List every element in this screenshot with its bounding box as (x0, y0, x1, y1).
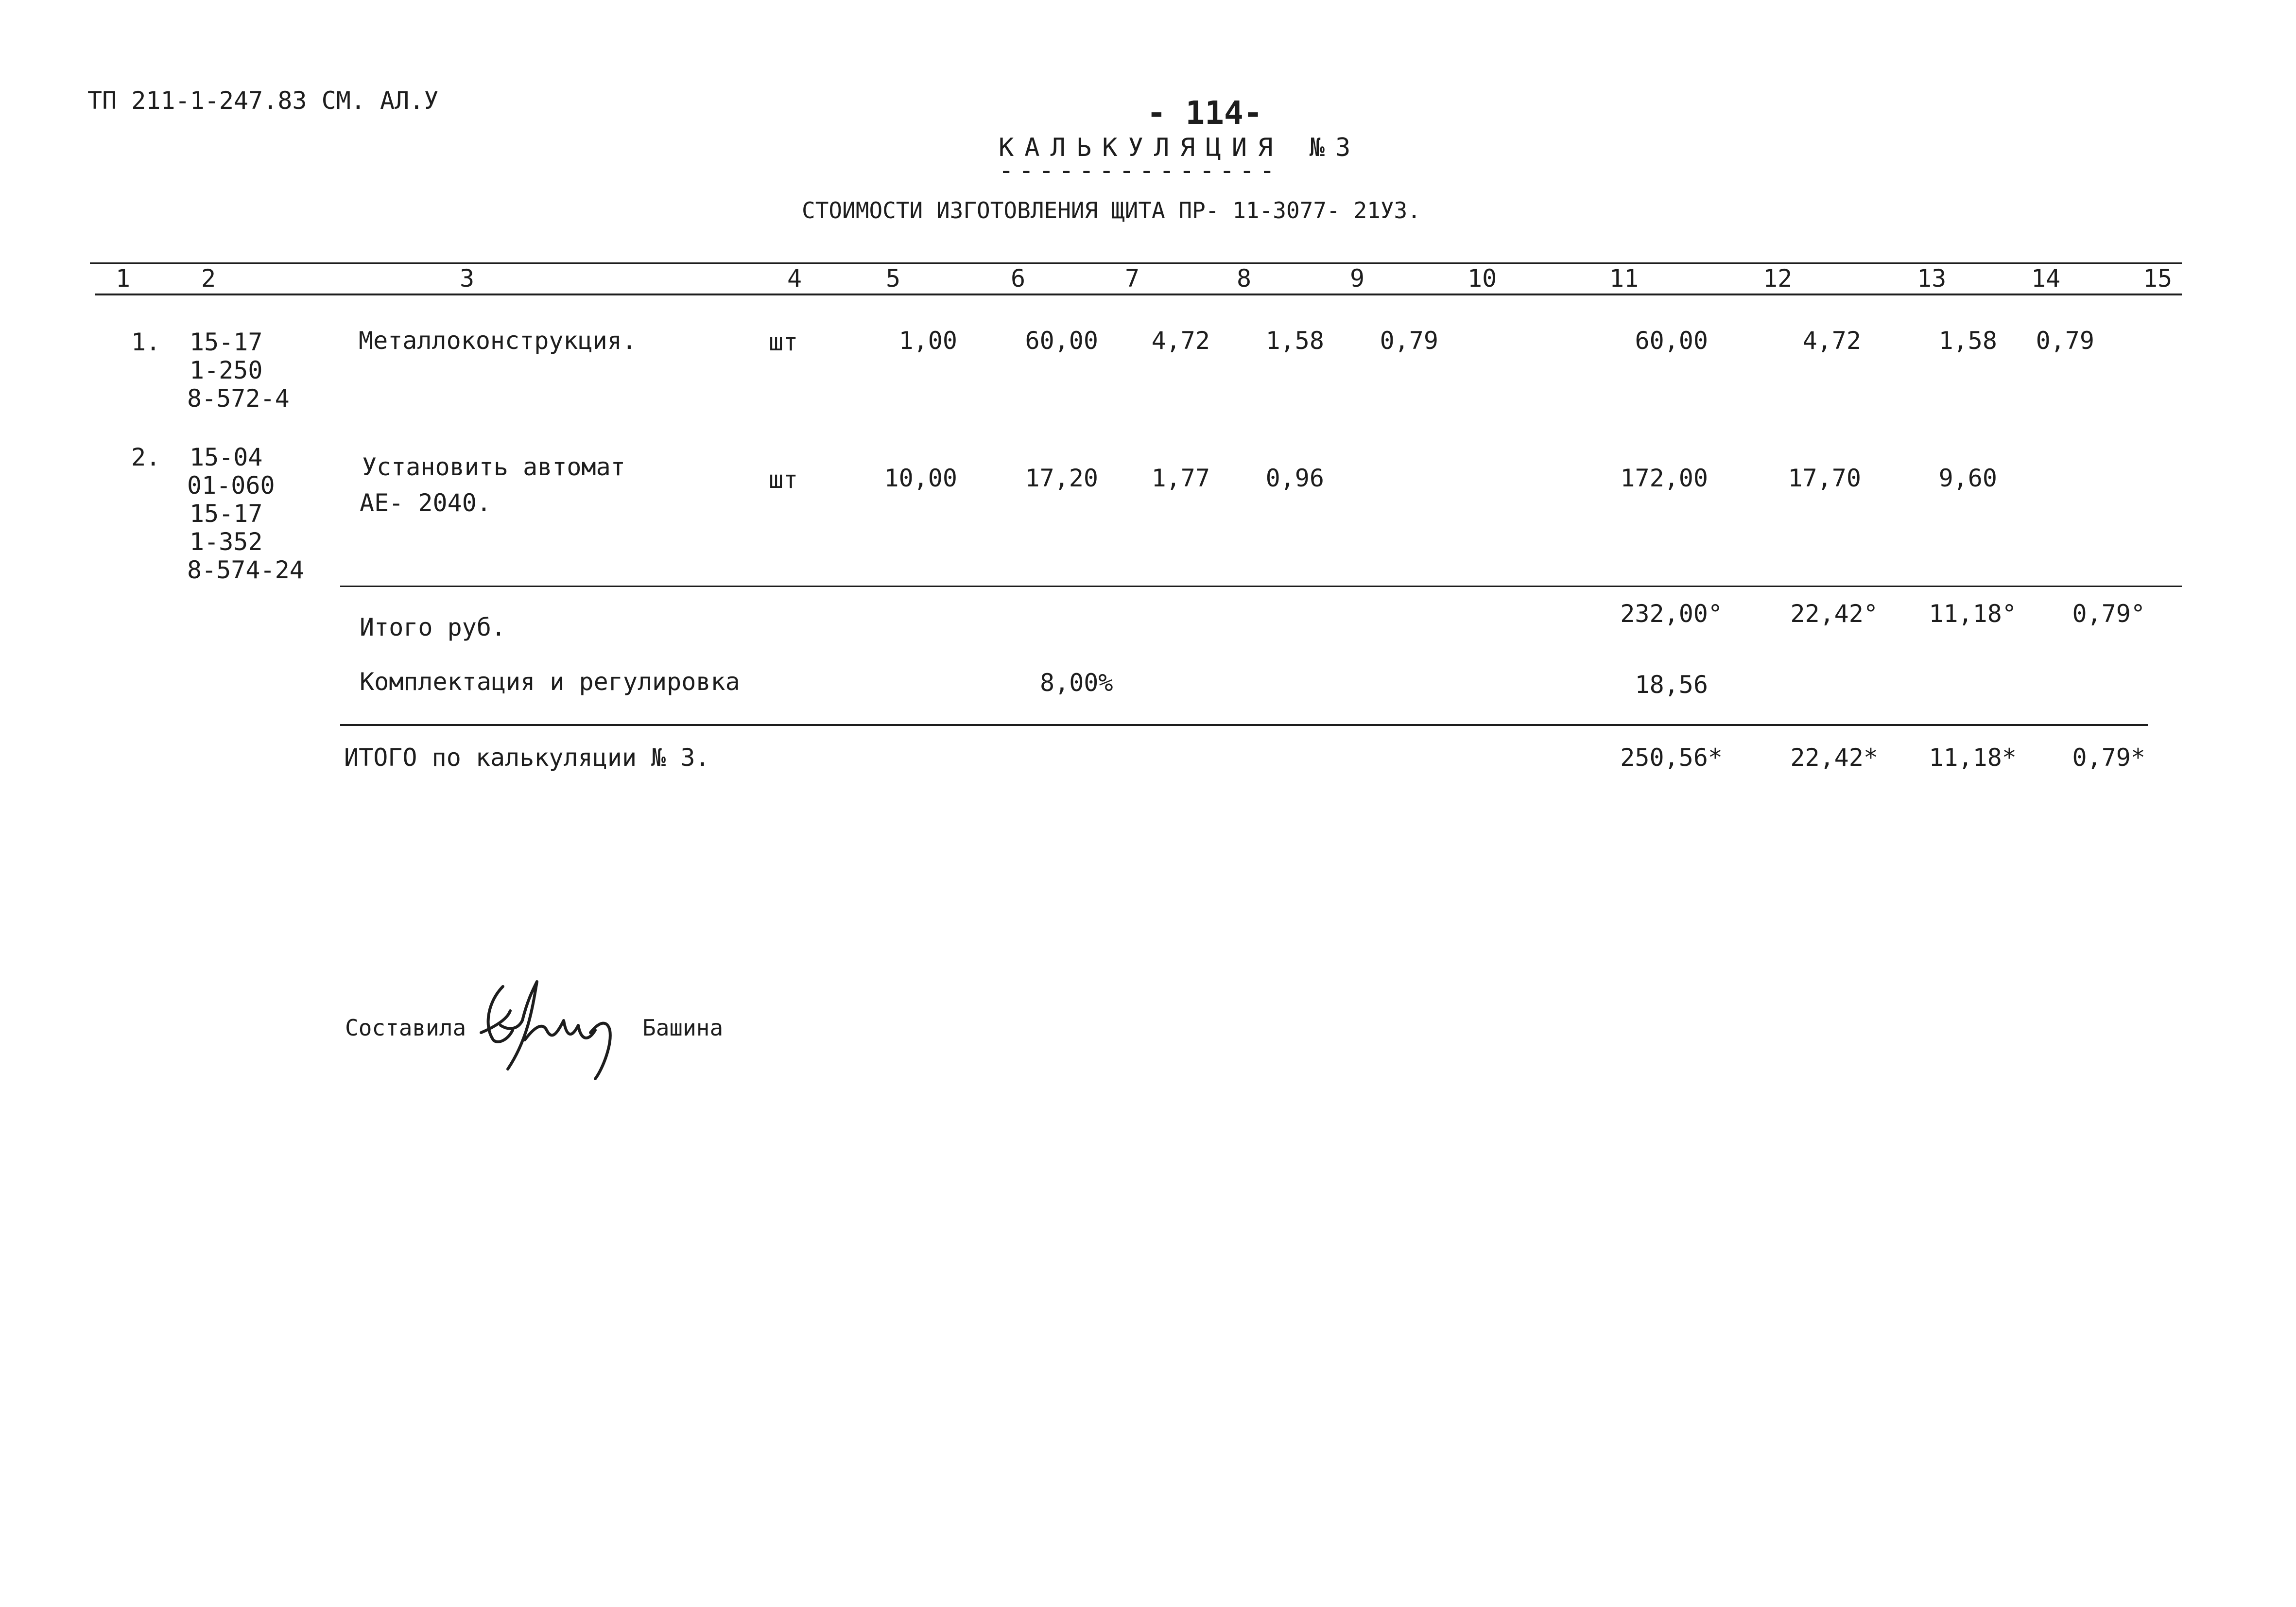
assembly-col11: 18,56 (1635, 671, 1708, 699)
row-col9: 0,79 (1380, 327, 1438, 355)
row-col13: 1,58 (1938, 327, 1997, 355)
row-number: 2. (131, 443, 161, 471)
row-number: 1. (131, 328, 161, 356)
handwritten-signature (479, 972, 634, 1084)
column-header: 13 (1917, 264, 1947, 293)
row-col12: 4,72 (1802, 327, 1861, 355)
document-code: ТП 211-1-247.83 СМ. АЛ.У (87, 86, 439, 115)
row-col12: 17,70 (1788, 464, 1861, 492)
row-col11: 172,00 (1620, 464, 1708, 492)
row-col5: 1,00 (898, 327, 957, 355)
row-name: Металлоконструкция. (359, 327, 637, 355)
assembly-percent: 8,00% (1040, 669, 1113, 697)
row-code: 01-060 (187, 471, 275, 500)
row-code: 15-17 (190, 328, 263, 356)
row-unit: шт (769, 466, 798, 494)
total-col11: 250,56* (1620, 743, 1723, 772)
row-col5: 10,00 (884, 464, 957, 492)
column-header: 14 (2031, 264, 2061, 293)
row-code: 1-352 (190, 528, 263, 556)
row-code: 1-250 (190, 356, 263, 384)
row-col13: 9,60 (1938, 464, 1997, 492)
row-col7: 4,72 (1151, 327, 1210, 355)
compiled-by-label: Составила (345, 1015, 466, 1041)
table-top-rule (90, 262, 2182, 264)
column-header: 6 (1011, 264, 1026, 293)
page-number: - 114- (1147, 94, 1263, 132)
subtotal-col11: 232,00° (1620, 600, 1723, 628)
title-underline: -------------- (999, 156, 1280, 185)
column-header: 9 (1350, 264, 1365, 293)
column-header: 11 (1609, 264, 1639, 293)
row-unit: шт (769, 328, 798, 356)
row-code: 15-17 (190, 500, 263, 528)
subtotal-label: Итого руб. (360, 613, 506, 641)
total-col14: 0,79* (2072, 743, 2145, 772)
row-code: 8-572-4 (187, 384, 290, 413)
row-name: Установить автомат (362, 453, 625, 481)
row-name: АЕ- 2040. (360, 489, 491, 517)
column-header: 1 (116, 264, 131, 293)
document-subtitle: СТОИМОСТИ ИЗГОТОВЛЕНИЯ ЩИТА ПР- 11-3077- 21УЗ. (802, 197, 1421, 224)
row-col8: 0,96 (1265, 464, 1324, 492)
total-label: ИТОГО по калькуляции № 3. (344, 743, 710, 772)
assembly-label: Комплектация и регулировка (360, 668, 740, 696)
total-col12: 22,42* (1790, 743, 1878, 772)
row-code: 15-04 (190, 443, 263, 471)
row-col7: 1,77 (1151, 464, 1210, 492)
subtotal-rule (340, 586, 2182, 587)
total-col13: 11,18* (1929, 743, 2017, 772)
row-col8: 1,58 (1265, 327, 1324, 355)
column-header: 3 (460, 264, 475, 293)
row-col6: 60,00 (1025, 327, 1098, 355)
subtotal-col14: 0,79° (2072, 600, 2145, 628)
column-header: 10 (1467, 264, 1497, 293)
row-code: 8-574-24 (187, 556, 304, 584)
row-col6: 17,20 (1025, 464, 1098, 492)
column-header: 5 (886, 264, 901, 293)
column-header: 7 (1125, 264, 1140, 293)
column-header: 15 (2143, 264, 2173, 293)
document-title: КАЛЬКУЛЯЦИЯ №3 (999, 133, 1362, 162)
column-header: 2 (201, 264, 216, 293)
column-header: 8 (1237, 264, 1252, 293)
row-col14: 0,79 (2036, 327, 2094, 355)
column-header: 4 (787, 264, 802, 293)
row-col11: 60,00 (1635, 327, 1708, 355)
table-header-rule (95, 294, 2182, 295)
column-header: 12 (1763, 264, 1793, 293)
subtotal-col12: 22,42° (1790, 600, 1878, 628)
total-rule (340, 724, 2148, 726)
compiled-by-name: Башина (642, 1015, 724, 1041)
subtotal-col13: 11,18° (1929, 600, 2017, 628)
